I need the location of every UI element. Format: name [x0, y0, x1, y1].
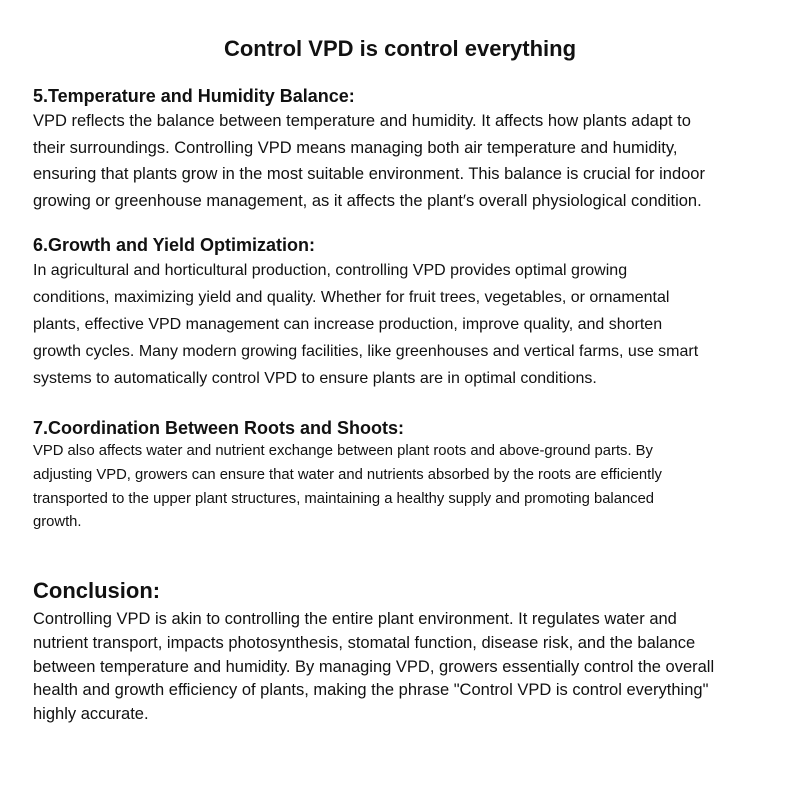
paragraph-line: between temperature and humidity. By managing VPD, growers essentially control the overall — [33, 657, 715, 676]
paragraph-line: health and growth efficiency of plants, making the phrase "Control VPD is control everything" — [33, 681, 709, 700]
section-temperature-humidity — [33, 84, 773, 215]
paragraph-line: their surroundings. Controlling VPD means managing both air temperature and humidity, — [33, 138, 678, 157]
paragraph-line: ensuring that plants grow in the most suitable environment. This balance is crucial for indoor — [33, 165, 705, 184]
conclusion-heading: Conclusion: — [33, 578, 161, 603]
paragraph-line: plants, effective VPD management can increase production, improve quality, and shorten — [33, 316, 663, 333]
paragraph-line: systems to automatically control VPD to ensure plants are in optimal conditions. — [33, 370, 597, 387]
page-title: Control VPD is control everything — [223, 36, 577, 61]
section-heading: 6.Growth and Yield Optimization: — [33, 235, 316, 255]
section-heading: 7.Coordination Between Roots and Shoots: — [33, 418, 405, 438]
section-growth-yield — [33, 233, 773, 392]
paragraph-line: growing or greenhouse management, as it affects the plant′s overall physiological condition. — [33, 192, 702, 211]
paragraph-line: growth cycles. Many modern growing facilities, like greenhouses and vertical farms, use smart — [33, 343, 699, 360]
section-heading: 5.Temperature and Humidity Balance: — [33, 86, 355, 106]
paragraph-line: transported to the upper plant structures, maintaining a healthy supply and promoting balanced — [33, 490, 655, 507]
paragraph-line: highly accurate. — [33, 705, 149, 724]
paragraph-line: growth. — [33, 514, 82, 531]
section-roots-shoots — [33, 416, 773, 535]
section-conclusion — [33, 574, 773, 727]
paragraph-line: Controlling VPD is akin to controlling the entire plant environment. It regulates water and — [33, 610, 677, 628]
paragraph-line: nutrient transport, impacts photosynthesis, stomatal function, disease risk, and the balance — [33, 633, 696, 652]
paragraph-line: adjusting VPD, growers can ensure that water and nutrients absorbed by the roots are efficiently — [33, 466, 662, 483]
paragraph-line: In agricultural and horticultural production, controlling VPD provides optimal growing — [33, 262, 628, 279]
paragraph-line: VPD reflects the balance between temperature and humidity. It affects how plants adapt to — [33, 112, 691, 130]
paragraph-line: VPD also affects water and nutrient exchange between plant roots and above-ground parts. By — [33, 443, 653, 459]
paragraph-line: conditions, maximizing yield and quality. Whether for fruit trees, vegetables, or ornamental — [33, 289, 670, 306]
